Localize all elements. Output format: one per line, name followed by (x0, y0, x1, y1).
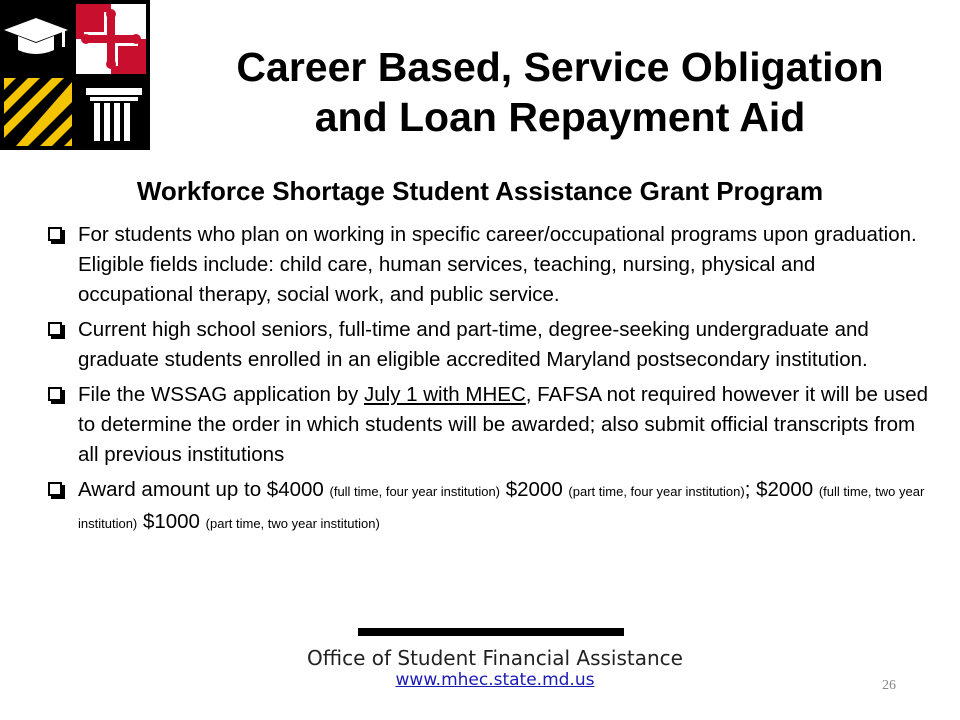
bullet-list (48, 220, 928, 544)
office-name: Office of Student Financial Assistance (307, 646, 683, 670)
award-text-1: Award amount up to $4000 (78, 478, 330, 501)
bullet-text-start: File the WSSAG application by (78, 383, 364, 406)
bullet-award-amount (48, 475, 928, 539)
program-subtitle: Workforce Shortage Student Assistance Grant Program (136, 176, 824, 206)
bullet-text: Current high school seniors, full-time and part-time, degree-seeking undergraduate and graduate students enrolled in an eligible accredited Maryland postsecondary institution. (78, 318, 869, 371)
award-text-2: $2000 (500, 478, 569, 501)
award-note-2: (part time, four year institution) (568, 484, 745, 499)
page-title (160, 42, 960, 142)
deadline-link-text: July 1 with MHEC (364, 383, 526, 406)
title-line-1: Career Based, Service Obligation (236, 44, 884, 90)
bullet-eligible-fields (48, 220, 928, 310)
checkbox-bullet-icon (48, 482, 62, 496)
bullet-text: For students who plan on working in specific career/occupational programs upon graduation. Eligible fields include: child care, human services, teaching, nursing, physical and occupational therapy, social work, and public service. (78, 223, 917, 306)
checkbox-bullet-icon (48, 387, 62, 401)
maryland-gold-quadrant (4, 78, 72, 146)
checkbox-bullet-icon (48, 227, 62, 241)
bullet-eligible-students (48, 315, 928, 375)
checkbox-bullet-icon (48, 322, 62, 336)
award-note-4: (part time, two year institution) (205, 516, 380, 531)
bullet-application (48, 380, 928, 470)
maryland-cross-icon (76, 4, 146, 74)
page-number: 26 (882, 678, 896, 693)
award-note-1: (full time, four year institution) (329, 484, 501, 499)
award-note-3: (full time, two year institution) (78, 484, 925, 531)
website-link[interactable]: www.mhec.state.md.us (395, 670, 595, 690)
maryland-logo (0, 0, 150, 150)
title-line-2: and Loan Repayment Aid (314, 94, 806, 140)
footer-divider (358, 628, 624, 636)
award-text-4: $1000 (137, 510, 206, 533)
bullet-text-end: , FAFSA not required however it will be used to determine the order in which students will be awarded; also submit official transcripts from all previous institutions (78, 383, 928, 466)
maryland-flag-icon (0, 0, 150, 150)
award-text-3: ; $2000 (744, 478, 819, 501)
